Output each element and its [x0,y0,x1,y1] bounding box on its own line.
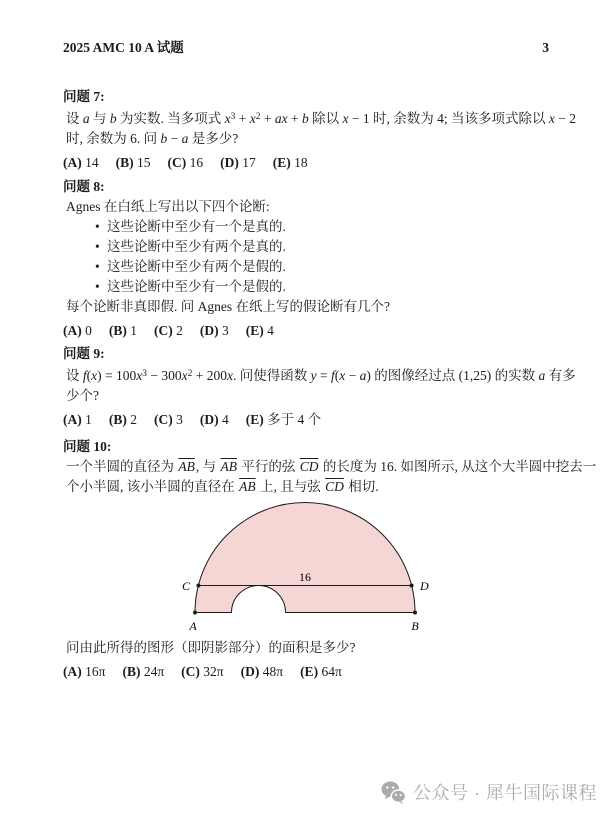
problem-10-question: 问由此所得的图形（即阴影部分）的面积是多少? [66,640,356,655]
answer-option: (E) 4 [245,323,274,338]
problem-8-label: 问题 8: [63,179,105,194]
answer-option: (B) 24π [122,664,165,679]
statement-text: 这些论断中至少有一个是假的. [107,279,286,294]
statement-text: 这些论断中至少有一个是真的. [107,219,286,234]
wechat-icon [381,781,406,804]
problem-9-answer-choices [63,410,583,430]
statement-item [63,277,583,297]
page-header [63,36,549,56]
answer-option: (C) 16 [167,155,204,170]
answer-option: (E) 64π [300,664,342,679]
answer-option: (D) 4 [199,412,229,427]
bullet-icon: • [95,259,100,274]
watermark [381,779,597,805]
answer-option: (A) 1 [63,412,92,427]
problem-10-label: 问题 10: [63,439,112,454]
point-d-label: D [420,579,429,593]
document-title: 2025 AMC 10 A 试题 [63,40,184,55]
problem-9-label: 问题 9: [63,346,105,361]
answer-option: (D) 48π [240,664,284,679]
point-b-dot [413,611,417,615]
answer-option: (E) 多于 4 个 [245,412,322,427]
semicircle-diagram [138,492,478,638]
answer-option: (B) 1 [108,323,137,338]
point-a-dot [193,611,197,615]
statement-item [63,257,583,277]
problem-9-text-line-1: 设 $f(x) = 100x^3 - 300x^2 + 200x$. 问使得函数 y = f(x − a) 的图像经过点 (1,25) 的实数 a 有多 [66,368,576,383]
problem-8-answer-choices [63,321,583,341]
answer-option: (E) 18 [272,155,308,170]
problem-9-text-line-2: 少个? [66,388,99,403]
page-number: 3 [542,40,549,55]
problem-8-statement-list [63,217,583,297]
problem-7-answer-choices [63,153,583,173]
answer-option: (C) 2 [154,323,183,338]
answer-option: (C) 32π [181,664,224,679]
answer-option: (A) 16π [63,664,106,679]
shaded-region [195,503,415,613]
problem-10-text-line-2: 个小半圆, 该小半圆的直径在 $\overline{AB}$ 上, 且与弦 $\overline{CD}$ 相切. [66,479,379,494]
bullet-icon: • [95,219,100,234]
problem-8 [63,177,583,341]
answer-option: (B) 2 [108,412,137,427]
point-c-dot [196,584,200,588]
point-c-label: C [181,579,190,593]
statement-text: 这些论断中至少有两个是真的. [107,239,286,254]
answer-option: (B) 15 [115,155,151,170]
statement-text: 这些论断中至少有两个是假的. [107,259,286,274]
answer-option: (D) 3 [199,323,229,338]
problem-10 [63,437,597,682]
problem-8-intro: Agnes 在白纸上写出以下四个论断: [66,199,270,214]
problem-7-text-line-1: 设 a 与 b 为实数. 当多项式 $x^3 + x^2$ + ax + b 除以 x − 1 时, 余数为 4; 当该多项式除以 x − 2 [66,111,576,126]
answer-option: (C) 3 [154,412,183,427]
watermark-text: 公众号 · 犀牛国际课程 [413,783,597,803]
problem-10-text-line-1: 一个半圆的直径为 $\overline{AB}$, 与 $\overline{AB}$ 平行的弦 $\overline{CD}$ 的长度为 16. 如图所示, 从这个大半圆中挖去一 [66,459,597,474]
answer-option: (D) 17 [220,155,256,170]
problem-7-text-line-2: 时, 余数为 6. 问 b − a 是多少? [66,131,239,146]
answer-option: (A) 14 [63,155,99,170]
problem-8-outro: 每个论断非真即假. 问 Agnes 在纸上写的假论断有几个? [66,299,390,314]
statement-item [63,237,583,257]
chord-length-label: 16 [299,570,311,584]
problem-10-answer-choices [63,662,583,682]
point-b-label: B [411,619,419,633]
point-d-dot [410,584,414,588]
problem-7 [63,87,583,173]
problem-9 [63,344,583,430]
answer-option: (A) 0 [63,323,92,338]
problem-7-label: 问题 7: [63,89,105,104]
point-a-label: A [189,619,197,633]
bullet-icon: • [95,239,100,254]
statement-item [63,217,583,237]
bullet-icon: • [95,279,100,294]
